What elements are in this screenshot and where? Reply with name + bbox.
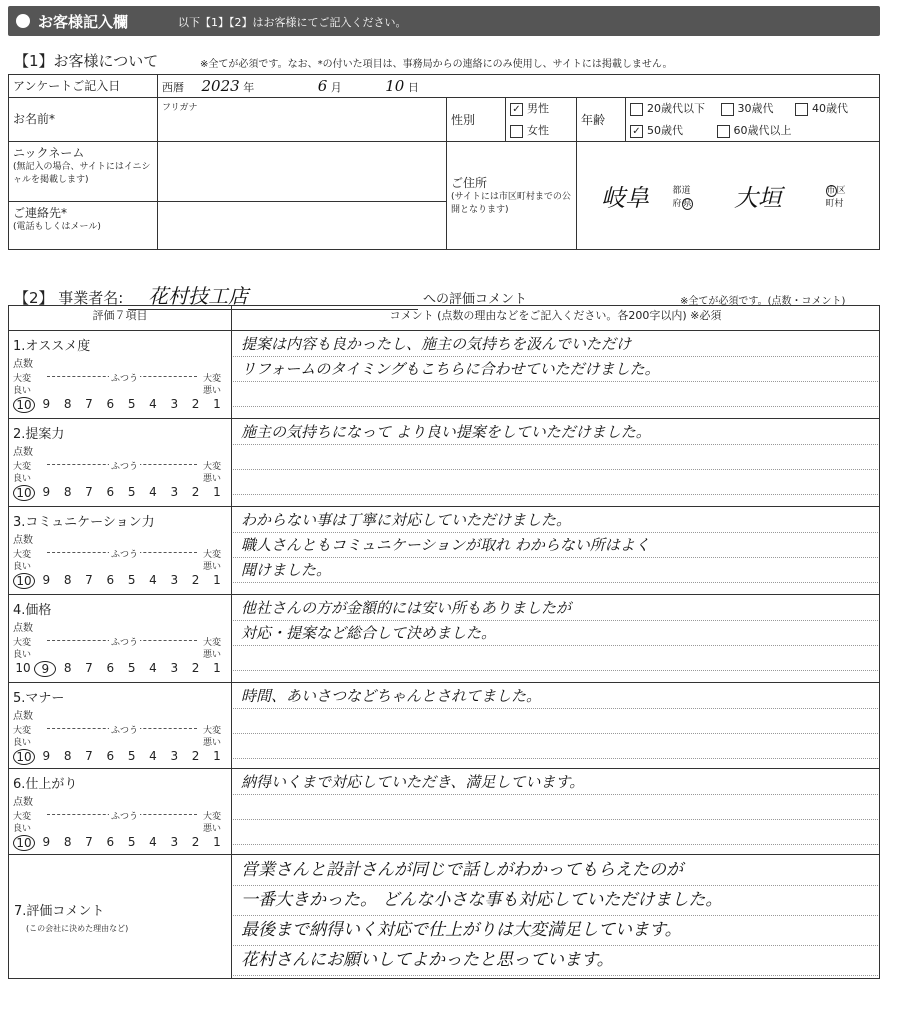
scale-mid: ふつう	[109, 809, 140, 822]
criterion-row	[9, 331, 880, 419]
age-option-20s[interactable]	[630, 102, 705, 115]
gender-option-male[interactable]	[510, 100, 572, 116]
section2-note: ※全てが必須です。(点数・コメント)	[680, 296, 846, 307]
score-scale	[13, 547, 223, 591]
score-option[interactable]: 5	[127, 573, 136, 587]
checkbox-40s[interactable]	[795, 103, 808, 116]
points-label: 点数	[13, 447, 33, 458]
checkbox-female[interactable]	[510, 125, 523, 138]
customer-info-table	[8, 74, 880, 250]
contact-note: (電話もしくはメール)	[13, 222, 101, 232]
gender-option-female[interactable]	[510, 122, 572, 138]
points-label: 点数	[13, 535, 33, 546]
score-option[interactable]: 7	[85, 661, 93, 675]
score-option[interactable]: 10	[13, 485, 35, 501]
score-option[interactable]: 5	[127, 485, 136, 499]
form-instructions: 以下【1】【2】はお客様にてご記入ください。	[178, 16, 407, 29]
checkbox-60s[interactable]	[717, 125, 730, 138]
score-option[interactable]: 4	[149, 835, 157, 849]
nickname-label-cell	[9, 142, 158, 202]
scale-left-2: 良い	[13, 562, 32, 572]
scale-right-1: 大変	[203, 550, 222, 560]
scale-left-1: 大変	[13, 462, 32, 472]
scale-mid: ふつう	[109, 459, 140, 472]
month-unit: 月	[330, 81, 342, 94]
score-option[interactable]: 7	[85, 835, 93, 849]
criterion-cell	[9, 769, 232, 855]
name-field[interactable]	[158, 98, 447, 142]
comment-line	[233, 820, 878, 845]
nickname-field[interactable]	[158, 142, 447, 202]
score-option[interactable]: 4	[149, 573, 157, 587]
score-option[interactable]: 6	[106, 661, 115, 675]
form-header-bar	[8, 6, 880, 36]
score-option[interactable]: 5	[127, 661, 136, 675]
age-50s-label: 50歳代	[647, 124, 683, 137]
score-option[interactable]: 8	[63, 573, 72, 587]
criterion-name: 2.提案力	[13, 427, 65, 442]
score-option[interactable]: 3	[170, 749, 179, 763]
bullet-icon	[16, 14, 30, 28]
score-option[interactable]: 1	[213, 485, 221, 499]
score-numbers	[13, 661, 227, 677]
score-option[interactable]: 9	[42, 397, 51, 411]
score-option[interactable]: 7	[85, 573, 93, 587]
scale-left-1: 大変	[13, 374, 32, 384]
score-option[interactable]: 6	[106, 397, 115, 411]
score-option[interactable]: 5	[127, 749, 136, 763]
day-unit: 日	[407, 81, 419, 94]
year-value: 2023	[201, 77, 240, 95]
date-label-cell	[9, 75, 158, 98]
criterion-row	[9, 595, 880, 683]
score-option[interactable]: 4	[149, 397, 157, 411]
score-option[interactable]: 2	[191, 573, 200, 587]
form-title: お客様記入欄	[38, 13, 129, 31]
score-option[interactable]: 2	[191, 661, 200, 675]
year-unit: 年	[243, 81, 255, 94]
final-comment-row	[9, 855, 880, 979]
comment-line	[233, 709, 878, 734]
score-option[interactable]: 8	[63, 661, 72, 675]
scale-right-2: 悪い	[203, 824, 222, 834]
section1-note: ※全てが必須です。なお、*の付いた項目は、事務局からの連絡にのみ使用し、サイトには掲載しません。	[200, 59, 673, 70]
col-header-comment: コメント (点数の理由などをご記入ください。各200字以内) ※必須	[232, 306, 880, 331]
age-option-30s[interactable]	[721, 102, 774, 115]
age-60s-label: 60歳代以上	[733, 124, 792, 137]
final-comment-line: 一番大きかった。 どんな小さな事も対応していただけました。	[233, 886, 878, 916]
scale-right-2: 悪い	[203, 474, 222, 484]
comment-cell[interactable]	[232, 769, 880, 855]
comment-line: 時間、あいさつなどちゃんとされてました。	[233, 684, 878, 709]
scale-mid: ふつう	[109, 723, 140, 736]
score-numbers	[13, 835, 227, 851]
contact-label-cell	[9, 202, 158, 250]
scale-left-2: 良い	[13, 650, 32, 660]
score-option[interactable]: 1	[213, 573, 221, 587]
final-comment-label-cell	[9, 855, 232, 979]
comment-cell[interactable]	[232, 331, 880, 419]
scale-right-1: 大変	[203, 638, 222, 648]
score-numbers	[13, 573, 227, 589]
score-option[interactable]: 3	[170, 485, 179, 499]
criterion-name: 4.価格	[13, 603, 52, 618]
score-option[interactable]: 8	[63, 749, 72, 763]
comment-line	[233, 470, 878, 495]
city-value: 大垣	[734, 184, 782, 212]
score-option[interactable]: 5	[127, 397, 136, 411]
name-label-cell	[9, 98, 158, 142]
criterion-name: 1.オススメ度	[13, 339, 91, 354]
comment-cell[interactable]	[232, 507, 880, 595]
score-option[interactable]: 6	[106, 573, 115, 587]
nickname-label: ニックネーム	[13, 146, 85, 160]
score-option[interactable]: 4	[149, 661, 157, 675]
score-option[interactable]: 1	[213, 749, 221, 763]
score-option[interactable]: 1	[213, 397, 221, 411]
city-unit-ku: 区	[836, 186, 846, 196]
col-header-items: 評価７項目	[9, 306, 232, 331]
checkbox-30s[interactable]	[721, 103, 734, 116]
score-option[interactable]: 8	[63, 397, 72, 411]
score-option[interactable]: 1	[213, 835, 221, 849]
age-field[interactable]	[626, 98, 880, 142]
scale-right-1: 大変	[203, 374, 222, 384]
section1-title: 【1】お客様について	[14, 52, 159, 70]
scale-mid: ふつう	[109, 547, 140, 560]
age-30s-label: 30歳代	[737, 102, 774, 115]
comment-cell[interactable]	[232, 419, 880, 507]
checkbox-50s[interactable]: ✓	[630, 125, 643, 138]
address-label: ご住所	[451, 176, 488, 190]
comment-line: 聞けました。	[233, 558, 878, 583]
scale-left-2: 良い	[13, 824, 32, 834]
scale-left-1: 大変	[13, 726, 32, 736]
scale-right-2: 悪い	[203, 650, 222, 660]
criterion-cell	[9, 331, 232, 419]
city-unit-son: 村	[834, 199, 844, 209]
final-comment-line: 営業さんと設計さんが同じで話しがわかってもらえたのが	[233, 856, 878, 886]
score-option[interactable]: 10	[13, 397, 35, 413]
score-numbers	[13, 397, 227, 413]
criterion-cell	[9, 683, 232, 769]
age-label-cell	[577, 98, 626, 142]
age-option-60s[interactable]	[717, 124, 792, 137]
scale-right-1: 大変	[203, 726, 222, 736]
age-option-40s[interactable]	[795, 102, 848, 115]
pref-unit-to: 都	[672, 186, 682, 196]
comment-cell[interactable]	[232, 683, 880, 769]
furigana-label: フリガナ	[162, 103, 198, 113]
nickname-note: (無記入の場合、サイトにはイニシャルを掲載します)	[13, 162, 151, 185]
scale-mid: ふつう	[109, 635, 140, 648]
score-scale	[13, 723, 223, 767]
age-40s-label: 40歳代	[812, 102, 848, 115]
score-option[interactable]: 4	[149, 485, 157, 499]
age-label: 年齢	[581, 113, 606, 127]
gender-label-cell	[447, 98, 506, 142]
score-option[interactable]: 2	[191, 485, 200, 499]
final-comment-label: 7.評価コメント	[14, 903, 105, 919]
prefecture-value: 岐阜	[601, 184, 649, 212]
score-option[interactable]: 3	[170, 397, 179, 411]
comment-line	[233, 646, 878, 671]
score-option[interactable]: 2	[191, 397, 200, 411]
score-option[interactable]: 4	[149, 749, 157, 763]
address-field[interactable]	[577, 142, 880, 250]
final-comment-line: 最後まで納得いく対応で仕上がりは大変満足しています。	[233, 916, 878, 946]
scale-left-2: 良い	[13, 386, 32, 396]
scale-left-1: 大変	[13, 550, 32, 560]
score-option[interactable]: 9	[42, 749, 51, 763]
city-unit-shi: 市	[826, 186, 836, 196]
score-option[interactable]: 3	[170, 835, 179, 849]
score-option[interactable]: 6	[106, 749, 115, 763]
contact-field[interactable]	[158, 202, 447, 250]
comment-line: 職人さんともコミュニケーションが取れ わからない所はよく	[233, 533, 878, 558]
address-label-cell	[447, 142, 577, 250]
score-scale	[13, 809, 223, 853]
criterion-row	[9, 507, 880, 595]
day-value: 10	[385, 77, 405, 95]
scale-right-2: 悪い	[203, 738, 222, 748]
scale-right-1: 大変	[203, 812, 222, 822]
score-option[interactable]: 2	[191, 835, 200, 849]
criterion-row	[9, 683, 880, 769]
score-option[interactable]: 6	[106, 485, 115, 499]
city-unit-cho: 町	[825, 199, 835, 209]
criterion-row	[9, 419, 880, 507]
comment-line: 対応・提案など総合して決めました。	[233, 621, 878, 646]
score-numbers	[13, 749, 227, 765]
scale-left-2: 良い	[13, 474, 32, 484]
month-value: 6	[317, 77, 328, 95]
comment-line	[233, 382, 878, 407]
score-option[interactable]: 8	[63, 485, 72, 499]
score-option[interactable]: 7	[85, 397, 93, 411]
score-option[interactable]: 7	[85, 749, 93, 763]
scale-left-1: 大変	[13, 638, 32, 648]
criterion-cell	[9, 595, 232, 683]
score-option[interactable]: 9	[42, 485, 51, 499]
name-label: お名前*	[13, 112, 56, 126]
final-comment-note: (この会社に決めた理由など)	[26, 923, 129, 933]
comment-line	[233, 795, 878, 820]
age-option-50s[interactable]	[630, 124, 683, 137]
criterion-row	[9, 769, 880, 855]
score-option[interactable]: 10	[13, 749, 35, 765]
scale-right-2: 悪い	[203, 562, 222, 572]
criterion-name: 3.コミュニケーション力	[13, 515, 155, 530]
business-name-value[interactable]: 花村技工店	[128, 280, 418, 310]
criterion-cell	[9, 419, 232, 507]
score-scale	[13, 459, 223, 503]
score-option[interactable]: 1	[213, 661, 221, 675]
checkbox-male[interactable]: ✓	[510, 103, 523, 116]
date-label: アンケートご記入日	[13, 79, 121, 93]
comment-cell[interactable]	[232, 595, 880, 683]
score-option[interactable]: 6	[106, 835, 115, 849]
pref-unit-ken: 県	[682, 199, 692, 209]
section2-suffix: への評価コメント	[422, 292, 527, 307]
scale-right-1: 大変	[203, 462, 222, 472]
evaluation-table	[8, 305, 880, 979]
criterion-cell	[9, 507, 232, 595]
comment-line: 提案は内容も良かったし、施主の気持ちを汲んでいただけ	[233, 332, 878, 357]
era-label: 西暦	[162, 81, 184, 94]
score-option[interactable]: 3	[170, 573, 179, 587]
gender-male-label: 男性	[527, 102, 549, 115]
comment-line	[233, 734, 878, 759]
checkbox-20s[interactable]	[630, 103, 643, 116]
score-option[interactable]: 2	[191, 749, 200, 763]
scale-right-2: 悪い	[203, 386, 222, 396]
gender-label: 性別	[451, 113, 476, 127]
score-scale	[13, 635, 223, 679]
criterion-name: 6.仕上がり	[13, 777, 78, 792]
comment-line: 納得いくまで対応していただき、満足しています。	[233, 770, 878, 795]
scale-mid: ふつう	[109, 371, 140, 384]
pref-units	[673, 185, 701, 211]
date-field[interactable]	[158, 75, 880, 98]
score-option[interactable]: 10	[13, 573, 35, 589]
points-label: 点数	[13, 711, 33, 722]
comment-line: 他社さんの方が金額的には安い所もありましたが	[233, 596, 878, 621]
score-option[interactable]: 9	[42, 573, 51, 587]
final-comment-line: 花村さんにお願いしてよかったと思っています。	[233, 946, 878, 976]
score-option[interactable]: 8	[63, 835, 72, 849]
score-numbers	[13, 485, 227, 501]
final-comment-cell[interactable]	[232, 855, 880, 979]
score-option[interactable]: 9	[42, 835, 51, 849]
criterion-name: 5.マナー	[13, 691, 65, 706]
scale-left-1: 大変	[13, 812, 32, 822]
gender-female-label: 女性	[527, 124, 549, 137]
points-label: 点数	[13, 623, 33, 634]
pref-unit-do: 道	[681, 186, 691, 196]
score-option[interactable]: 9	[34, 661, 56, 677]
score-scale	[13, 371, 223, 415]
comment-line: 施主の気持ちになって より良い提案をしていただけました。	[233, 420, 878, 445]
score-option[interactable]: 7	[85, 485, 93, 499]
contact-label: ご連絡先*	[13, 206, 68, 220]
comment-line: リフォームのタイミングもこちらに合わせていただけました。	[233, 357, 878, 382]
scale-left-2: 良い	[13, 738, 32, 748]
comment-line	[233, 445, 878, 470]
gender-field[interactable]	[506, 98, 577, 142]
score-option[interactable]: 10	[15, 661, 31, 675]
points-label: 点数	[13, 359, 33, 370]
score-option[interactable]: 3	[170, 661, 179, 675]
address-note: (サイトには市区町村までの公開となります)	[451, 192, 571, 215]
points-label: 点数	[13, 797, 33, 808]
score-option[interactable]: 10	[13, 835, 35, 851]
score-option[interactable]: 5	[127, 835, 136, 849]
comment-line: わからない事は丁寧に対応していただけました。	[233, 508, 878, 533]
pref-unit-fu: 府	[672, 199, 682, 209]
city-units	[826, 185, 854, 211]
section2-title: 【2】 事業者名:	[14, 289, 124, 307]
age-20s-label: 20歳代以下	[647, 102, 705, 115]
